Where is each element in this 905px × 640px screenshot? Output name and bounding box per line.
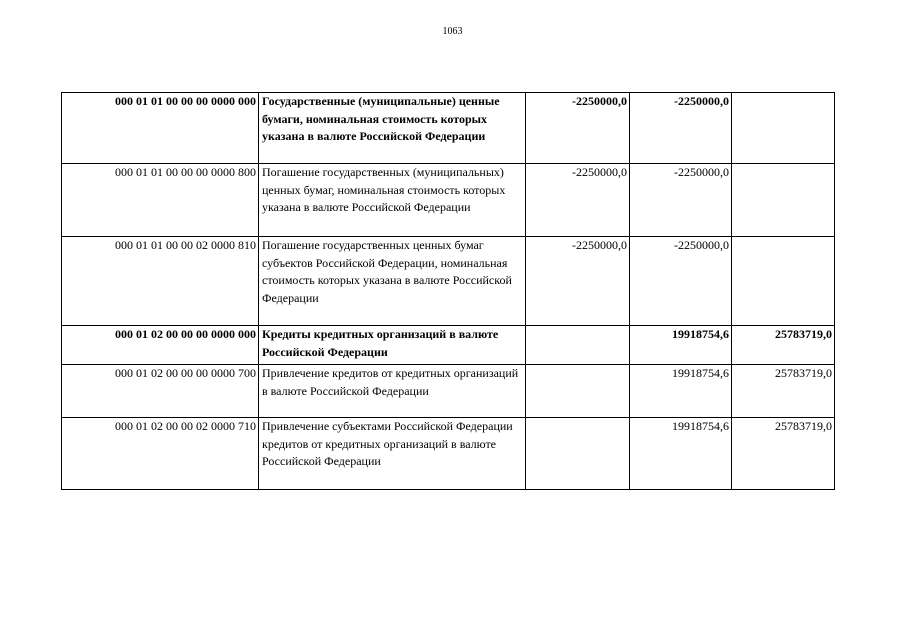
amount-cell	[732, 164, 835, 237]
page-number: 1063	[442, 26, 463, 37]
table-row	[62, 326, 835, 365]
table-row	[62, 365, 835, 418]
table-row	[62, 164, 835, 237]
amount-cell	[732, 237, 835, 326]
amount-cell: -2250000,0	[630, 164, 732, 237]
budget-code-cell: 000 01 01 00 00 02 0000 810	[62, 237, 259, 326]
amount-cell: 19918754,6	[630, 418, 732, 490]
item-name-cell: Привлечение субъектами Российской Федерации кредитов от кредитных организаций в валюте Российской Федерации	[259, 418, 526, 490]
budget-code-cell: 000 01 01 00 00 00 0000 800	[62, 164, 259, 237]
amount-cell: 25783719,0	[732, 418, 835, 490]
table-row	[62, 418, 835, 490]
budget-code-cell: 000 01 01 00 00 00 0000 000	[62, 93, 259, 164]
table-row	[62, 237, 835, 326]
item-name-cell: Привлечение кредитов от кредитных организаций в валюте Российской Федерации	[259, 365, 526, 418]
amount-cell: 25783719,0	[732, 365, 835, 418]
amount-cell: -2250000,0	[526, 237, 630, 326]
amount-cell	[526, 418, 630, 490]
amount-cell	[732, 93, 835, 164]
amount-cell: 19918754,6	[630, 326, 732, 365]
item-name-cell: Государственные (муниципальные) ценные бумаги, номинальная стоимость которых указана в валюте Российской Федерации	[259, 93, 526, 164]
budget-sources-table	[61, 92, 835, 490]
table-row	[62, 93, 835, 164]
budget-code-cell: 000 01 02 00 00 00 0000 000	[62, 326, 259, 365]
item-name-cell: Кредиты кредитных организаций в валюте Российской Федерации	[259, 326, 526, 365]
amount-cell: -2250000,0	[526, 164, 630, 237]
amount-cell: -2250000,0	[526, 93, 630, 164]
amount-cell: -2250000,0	[630, 93, 732, 164]
budget-code-cell: 000 01 02 00 00 02 0000 710	[62, 418, 259, 490]
amount-cell: -2250000,0	[630, 237, 732, 326]
item-name-cell: Погашение государственных ценных бумаг субъектов Российской Федерации, номинальная стоимость которых указана в валюте Российской Федерации	[259, 237, 526, 326]
item-name-cell: Погашение государственных (муниципальных) ценных бумаг, номинальная стоимость которых указана в валюте Российской Федерации	[259, 164, 526, 237]
amount-cell	[526, 326, 630, 365]
amount-cell: 25783719,0	[732, 326, 835, 365]
amount-cell	[526, 365, 630, 418]
budget-code-cell: 000 01 02 00 00 00 0000 700	[62, 365, 259, 418]
amount-cell: 19918754,6	[630, 365, 732, 418]
